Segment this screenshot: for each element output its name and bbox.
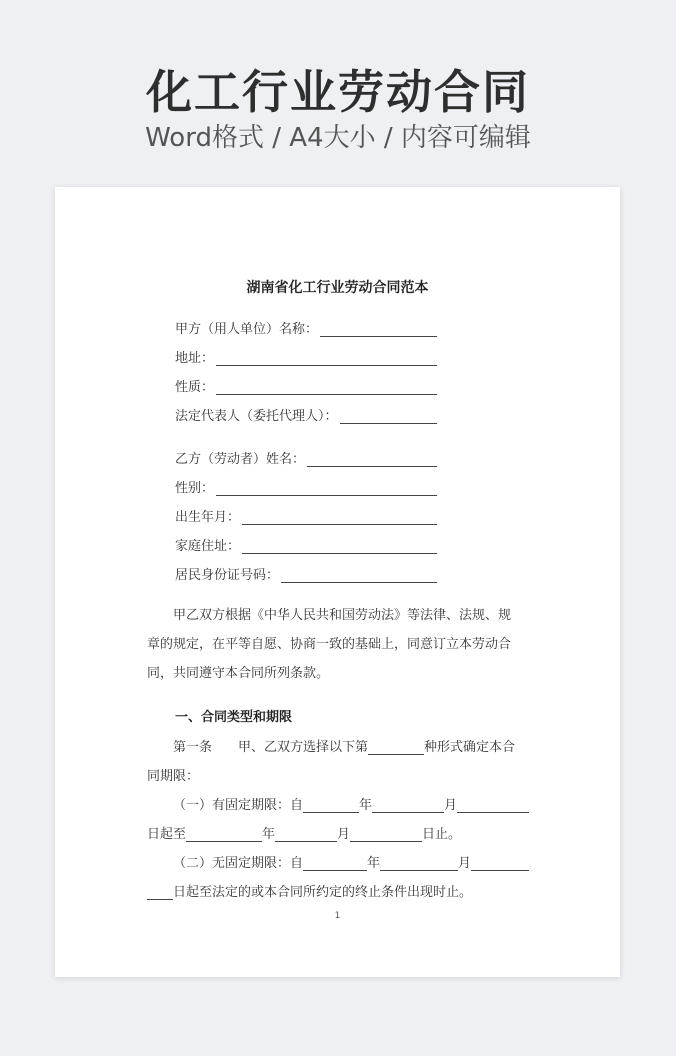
document-heading: 湖南省化工行业劳动合同范本	[246, 280, 429, 296]
party-b-home-label: 家庭住址：	[175, 539, 241, 554]
open-term-line-2	[147, 880, 529, 900]
page-title: 化工行业劳动合同	[146, 65, 530, 119]
intro-paragraph	[147, 601, 529, 688]
fixed-start-day-blank[interactable]	[457, 798, 529, 813]
party-a-address-blank[interactable]	[216, 351, 437, 366]
party-b-id-field[interactable]	[175, 563, 437, 583]
fixed-start-month-label: 月	[444, 798, 458, 813]
party-b-gender-label: 性别：	[175, 481, 215, 496]
fixed-start-month-blank[interactable]	[372, 798, 444, 813]
party-a-address-label: 地址：	[175, 351, 215, 366]
party-b-name-label: 乙方（劳动者）姓名：	[175, 452, 306, 467]
intro-line-1: 甲乙双方根据《中华人民共和国劳动法》等法律、法规、规	[173, 608, 512, 623]
fixed-end-day-blank[interactable]	[350, 827, 422, 842]
open-start-day-blank[interactable]	[471, 856, 529, 871]
party-b-name-field[interactable]	[175, 447, 437, 467]
fixed-end-year-label: 年	[262, 827, 276, 842]
fixed-end-month-label: 月	[337, 827, 351, 842]
party-a-rep-field[interactable]	[175, 404, 437, 424]
article-1-line-1	[147, 735, 529, 755]
open-term-end: 日起至法定的或本合同所约定的终止条件出现时止。	[173, 885, 473, 900]
party-b-gender-blank[interactable]	[216, 481, 437, 496]
party-b-home-field[interactable]	[175, 534, 437, 554]
fixed-term-line-2	[147, 822, 529, 842]
intro-line-3: 同，共同遵守本合同所列条款。	[147, 666, 330, 681]
section-1-title: 一、合同类型和期限	[175, 710, 293, 725]
open-start-year-blank[interactable]	[303, 856, 367, 871]
fixed-start-year-blank[interactable]	[303, 798, 359, 813]
page-subtitle: Word格式 / A4大小 / 内容可编辑	[145, 123, 531, 153]
party-a-nature-field[interactable]	[175, 375, 437, 395]
fixed-term-to-day: 日止。	[422, 827, 462, 842]
party-a-nature-blank[interactable]	[216, 380, 437, 395]
party-b-birth-label: 出生年月：	[175, 510, 241, 525]
intro-line-2: 章的规定，在平等自愿、协商一致的基础上，同意订立本劳动合	[147, 637, 512, 652]
open-start-year-label: 年	[367, 856, 381, 871]
party-b-birth-blank[interactable]	[242, 510, 437, 525]
article-1-text-c: 同期限：	[147, 769, 200, 784]
party-a-name-field[interactable]	[175, 317, 437, 337]
party-b-home-blank[interactable]	[242, 539, 437, 554]
party-b-name-blank[interactable]	[307, 452, 437, 467]
fixed-end-year-blank[interactable]	[186, 827, 262, 842]
party-a-name-blank[interactable]	[320, 322, 437, 337]
fixed-term-prefix: （一）有固定期限：自	[173, 798, 304, 813]
party-b-id-blank[interactable]	[281, 568, 437, 583]
article-1-line-2	[147, 764, 529, 784]
document-page	[55, 187, 620, 977]
party-a-nature-label: 性质：	[175, 380, 215, 395]
party-a-address-field[interactable]	[175, 346, 437, 366]
article-1-text-b: 种形式确定本合	[424, 740, 516, 755]
fixed-end-month-blank[interactable]	[275, 827, 337, 842]
open-term-prefix: （二）无固定期限：自	[173, 856, 304, 871]
article-1-choice-blank[interactable]	[368, 740, 424, 755]
party-b-birth-field[interactable]	[175, 505, 437, 525]
party-b-id-label: 居民身份证号码：	[175, 568, 280, 583]
party-a-rep-label: 法定代表人（委托代理人）：	[175, 409, 338, 424]
party-a-name-label: 甲方（用人单位）名称：	[175, 322, 319, 337]
open-term-line-1	[147, 851, 529, 871]
article-1-text-a: 第一条 甲、乙双方选择以下第	[173, 740, 369, 755]
fixed-term-from-day: 日起至	[147, 827, 187, 842]
open-start-day-blank-cont[interactable]	[147, 885, 173, 900]
page-number: 1	[334, 911, 341, 921]
party-a-rep-blank[interactable]	[340, 409, 437, 424]
party-b-gender-field[interactable]	[175, 476, 437, 496]
open-start-month-label: 月	[458, 856, 472, 871]
open-start-month-blank[interactable]	[380, 856, 458, 871]
fixed-term-line-1	[147, 793, 529, 813]
fixed-start-year-label: 年	[359, 798, 373, 813]
